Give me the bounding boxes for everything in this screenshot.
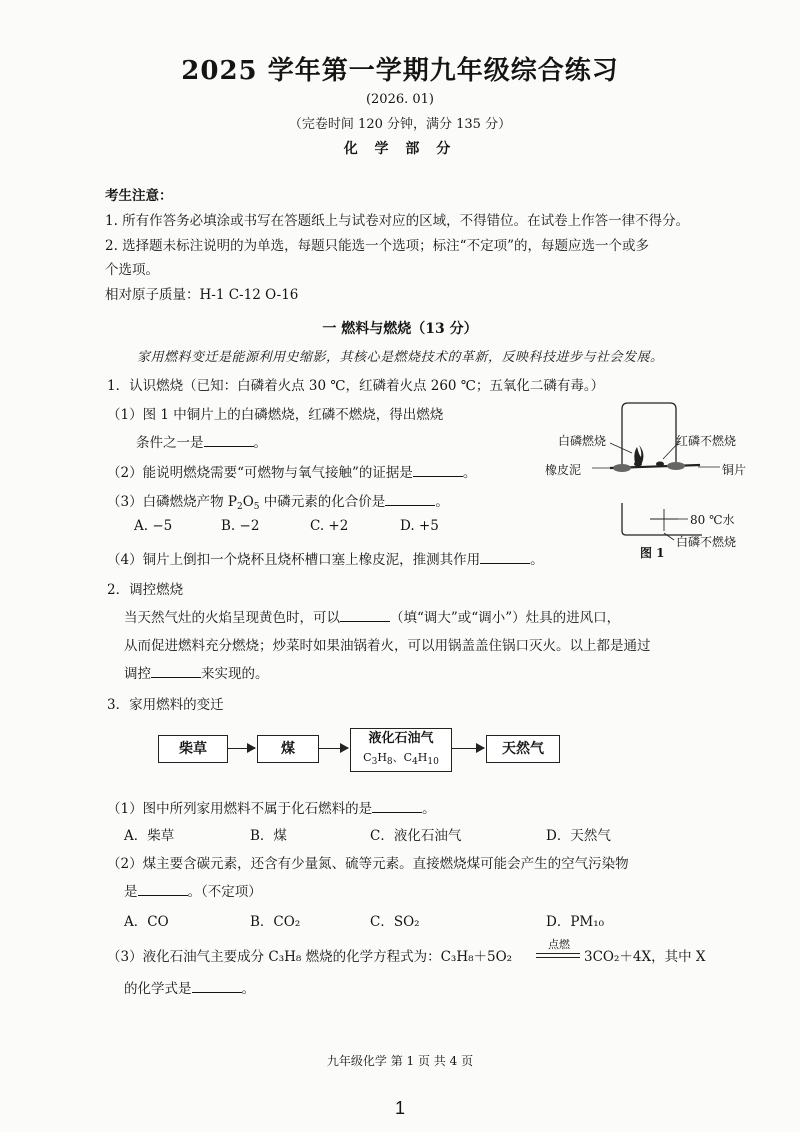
page-footer: 九年级化学 第 1 页 共 4 页 xyxy=(326,1054,474,1068)
q2-line-3 xyxy=(124,662,269,682)
answer-blank[interactable] xyxy=(204,432,254,447)
q3-p1-option-c[interactable]: C．液化石油气 xyxy=(370,828,462,844)
rubber-clay-left xyxy=(613,464,631,472)
q1-option-a[interactable]: A. −5 xyxy=(134,518,173,534)
q1-part3-text-b: O xyxy=(242,494,254,510)
answer-blank[interactable] xyxy=(385,491,435,506)
fig-label-white-not-burning: 白磷不燃烧 xyxy=(676,535,737,549)
q2-stem: 2．调控燃烧 xyxy=(107,582,184,598)
fig-label-red-not-burning: 红磷不燃烧 xyxy=(676,434,737,448)
white-phosphorus xyxy=(634,462,642,467)
q1-part2: （2）能说明燃烧需要“可燃物与氧气接触”的证据是 。 xyxy=(107,461,476,481)
notice-item-2-line-2: 个选项。 xyxy=(105,262,159,278)
white-phosphorus-flame xyxy=(634,445,643,463)
flow-arrow xyxy=(318,748,348,749)
flow-box-coal: 煤 xyxy=(257,735,319,763)
equation-line-top xyxy=(536,953,580,954)
subscript: 2 xyxy=(236,502,243,512)
q3-part3-text-a: 的化学式是 xyxy=(124,981,192,997)
rubber-clay-right xyxy=(667,462,685,470)
q2-line3-text-a: 调控 xyxy=(124,666,151,682)
notice-heading: 考生注意： xyxy=(105,188,173,204)
answer-blank[interactable] xyxy=(138,881,188,896)
q1-part1-line2: 条件之一是 。 xyxy=(136,431,267,451)
figure-1-caption: 图 1 xyxy=(640,546,665,560)
answer-blank[interactable] xyxy=(192,978,242,993)
section-title: 一 燃料与燃烧（13 分） xyxy=(322,321,478,337)
q3-part2-text-b: 。（不定项） xyxy=(187,884,262,900)
q1-part4: （4）铜片上倒扣一个烧杯且烧杯槽口塞上橡皮泥，推测其作用 。 xyxy=(107,548,544,568)
subject-part: 化 学 部 分 xyxy=(343,141,457,157)
q2-line-2: 从而促进燃料充分燃烧；炒菜时如果油锅着火，可以用锅盖盖住锅口灭火。以上都是通过 xyxy=(124,638,651,654)
answer-blank[interactable] xyxy=(372,798,422,813)
q3-p2-option-a[interactable]: A．CO xyxy=(124,914,169,930)
flow-box-lpg-label: 液化石油气 xyxy=(368,731,434,746)
fig-label-water: 80 ℃水 xyxy=(690,513,735,527)
flow-arrow xyxy=(227,748,255,749)
flow-arrow xyxy=(451,748,484,749)
q3-p1-option-a[interactable]: A．柴草 xyxy=(124,828,175,844)
q1-stem: 1．认识燃烧（已知：白磷着火点 30 ℃，红磷着火点 260 ℃；五氧化二磷有毒。） xyxy=(107,378,605,394)
q2-line1-text-a: 当天然气灶的火焰呈现黄色时，可以 xyxy=(124,610,340,626)
fig-label-copper: 铜片 xyxy=(722,463,747,477)
q3-part2-line2 xyxy=(124,880,262,900)
q3-part3-text-b: 。 xyxy=(241,981,255,997)
q3-p2-option-b[interactable]: B．CO₂ xyxy=(250,914,301,930)
reaction-condition: 点燃 xyxy=(548,938,570,951)
q2-line3-text-b: 来实现的。 xyxy=(201,666,269,682)
q1-part3: （3）白磷燃烧产物 $P_2O_5$ 中磷元素的化合价是 。 xyxy=(107,490,449,512)
q1-option-d[interactable]: D. +5 xyxy=(400,518,439,534)
notice-item-1: 1. 所有作答务必填涂或书写在答题纸上与试卷对应的区域，不得错位。在试卷上作答一律不得分。 xyxy=(105,213,690,229)
fig-label-white-burning: 白磷燃烧 xyxy=(558,434,607,448)
flow-box-lpg xyxy=(350,728,452,772)
q3-part2-line1: （2）煤主要含碳元素，还含有少量氮、硫等元素。直接燃烧煤可能会产生的空气污染物 xyxy=(107,856,629,872)
q1-option-c[interactable]: C. +2 xyxy=(310,518,349,534)
q3-p2-option-c[interactable]: C．SO₂ xyxy=(370,914,420,930)
section-intro: 家用燃料变迁是能源利用史缩影，其核心是燃烧技术的革新，反映科技进步与社会发展。 xyxy=(137,350,664,365)
exam-duration: （完卷时间 120 分钟，满分 135 分） xyxy=(288,117,512,132)
answer-blank[interactable] xyxy=(151,663,201,678)
q3-part3-line2 xyxy=(124,977,255,997)
q2-line-1 xyxy=(124,606,620,626)
subscript: 5 xyxy=(253,502,260,512)
answer-blank[interactable] xyxy=(340,607,390,622)
atomic-mass: 相对原子质量：H-1 C-12 O-16 xyxy=(105,287,299,303)
q3-p1-option-b[interactable]: B．煤 xyxy=(250,828,287,844)
answer-blank[interactable] xyxy=(480,549,530,564)
q1-part2-text: （2）能说明燃烧需要“可燃物与氧气接触”的证据是 xyxy=(107,465,413,481)
q3-part3-line1-a: （3）液化石油气主要成分 C₃H₈ 燃烧的化学方程式为：C₃H₈＋5O₂ xyxy=(107,949,513,965)
q3-part1: （1）图中所列家用燃料不属于化石燃料的是 。 xyxy=(107,797,436,817)
q1-part4-text: （4）铜片上倒扣一个烧杯且烧杯槽口塞上橡皮泥，推测其作用 xyxy=(107,552,481,568)
notice-item-2-line-1: 2. 选择题未标注说明的为单选，每题只能选一个选项；标注“不定项”的，每题应选一个或多 xyxy=(105,238,649,254)
q3-part3-line1-b: 3CO₂＋4X，其中 X xyxy=(584,949,706,965)
q1-part3-text-c: 中磷元素的化合价是 xyxy=(259,494,386,510)
q3-part1-text: （1）图中所列家用燃料不属于化石燃料的是 xyxy=(107,801,373,817)
q2-line1-text-b: （填“调大”或“调小”）灶具的进风口， xyxy=(390,610,621,626)
leader-line xyxy=(664,533,674,540)
exam-date: (2026. 01) xyxy=(365,92,435,107)
fig-label-clay: 橡皮泥 xyxy=(545,463,582,477)
q1-option-b[interactable]: B. −2 xyxy=(221,518,260,534)
flow-box-natural-gas: 天然气 xyxy=(486,735,560,763)
exam-title: 2025 学年第一学期九年级综合练习 xyxy=(181,56,619,86)
flow-box-firewood: 柴草 xyxy=(158,735,228,763)
inverted-beaker xyxy=(622,403,676,467)
q1-part1-text: 条件之一是 xyxy=(136,435,204,451)
equation-line-bottom xyxy=(536,957,580,958)
flow-box-lpg-formula: $C_3H_8$、$C_4H_{10}$ xyxy=(363,751,439,767)
answer-blank[interactable] xyxy=(413,462,463,477)
q3-stem: 3．家用燃料的变迁 xyxy=(107,697,224,713)
q3-p1-option-d[interactable]: D．天然气 xyxy=(546,828,611,844)
q3-p2-option-d[interactable]: D．PM₁₀ xyxy=(546,914,605,930)
q1-part1-line1: （1）图 1 中铜片上的白磷燃烧，红磷不燃烧，得出燃烧 xyxy=(107,407,444,423)
q1-part3-text-a: （3）白磷燃烧产物 P xyxy=(107,494,237,510)
leader-line xyxy=(610,443,632,453)
page-number: 1 xyxy=(394,1098,405,1118)
q3-part2-text-a: 是 xyxy=(124,884,138,900)
red-phosphorus xyxy=(656,462,664,467)
